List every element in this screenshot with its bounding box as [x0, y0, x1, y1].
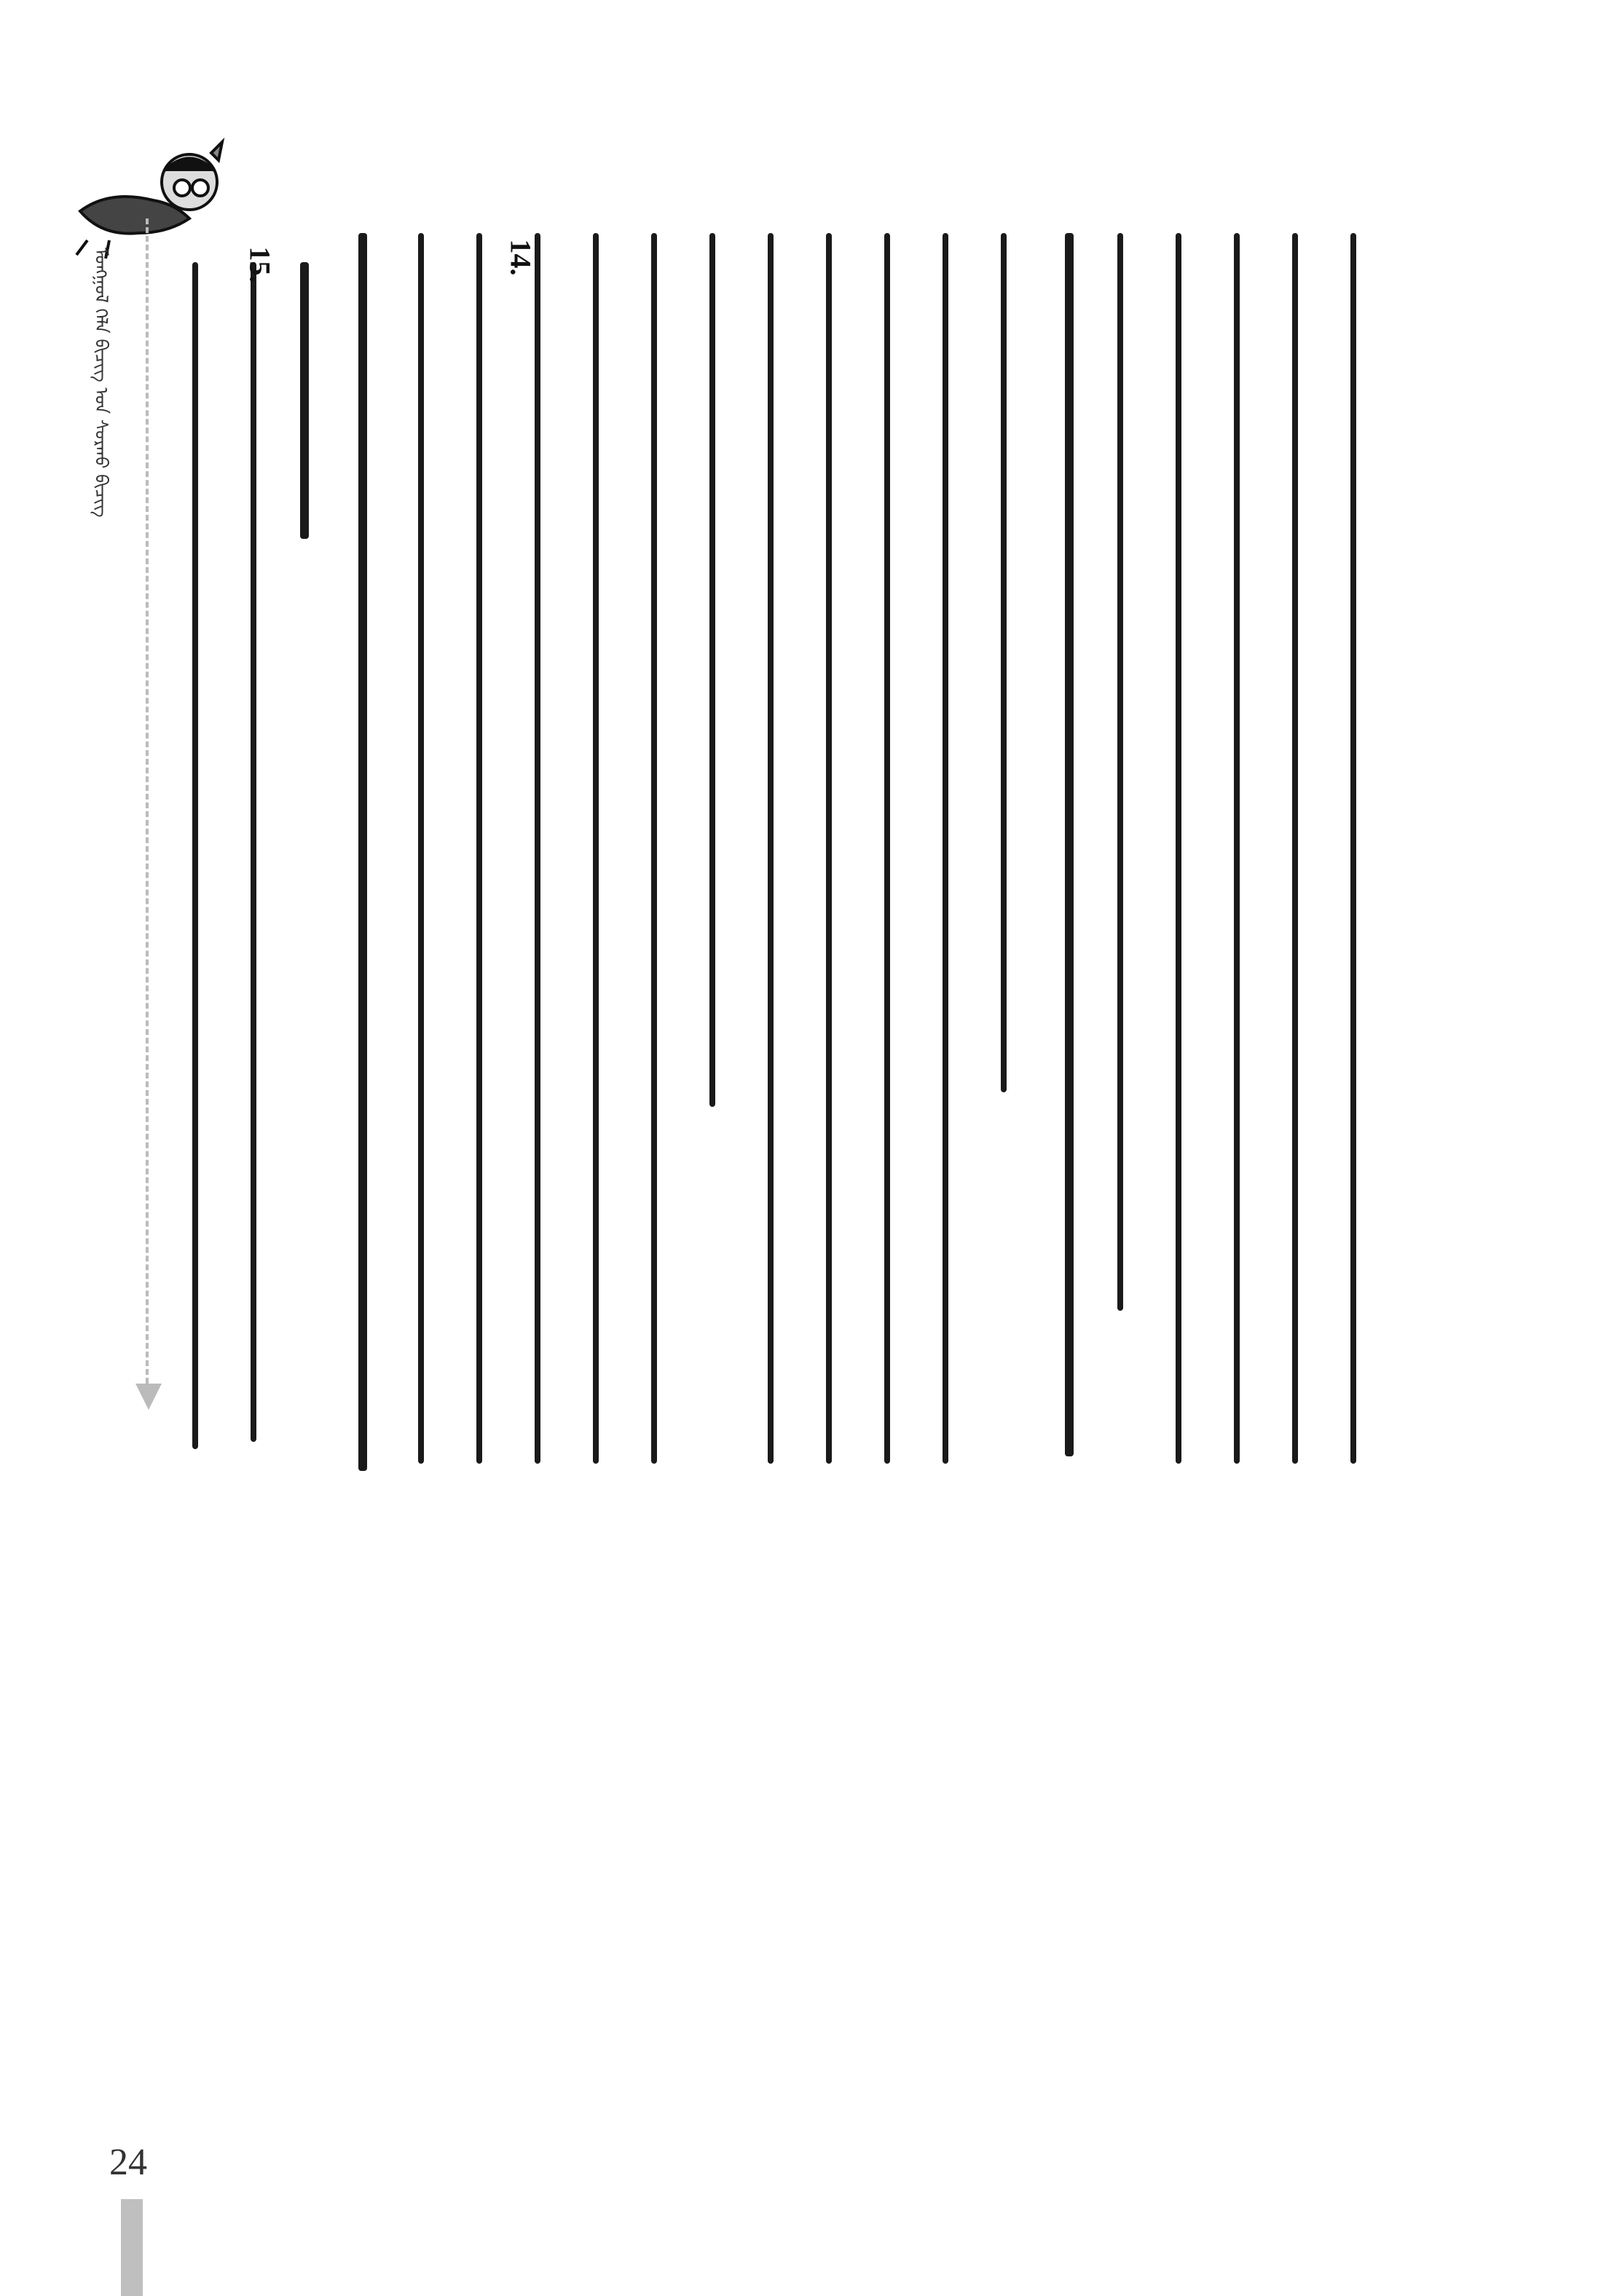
- page-edge-tab: [121, 2199, 143, 2296]
- page-header: ᠮᠣᠩᠭᠣᠯ ᠬᠡᠯᠡ ᠪᠢᠴᠢᠭ ᠤᠨ ᠰᠤᠷᠬᠤ ᠪᠢᠴᠢᠭ: [91, 248, 111, 518]
- text-line: [1176, 233, 1181, 1464]
- question-number-14: 14.: [504, 239, 538, 276]
- text-line: [251, 262, 256, 1442]
- text-line: [535, 233, 540, 1464]
- text-line: [1065, 233, 1074, 1456]
- text-line: [192, 262, 198, 1449]
- text-line: [651, 233, 657, 1464]
- text-line: [826, 233, 832, 1464]
- text-line: [1292, 233, 1298, 1464]
- text-line: [1234, 233, 1240, 1464]
- question-number-15: 15.: [243, 246, 277, 283]
- triangle-down-icon: [135, 1384, 162, 1410]
- text-line: [418, 233, 424, 1464]
- text-line: [476, 233, 482, 1464]
- text-line: [300, 262, 309, 539]
- text-line: [1001, 233, 1007, 1092]
- text-line: [884, 233, 890, 1464]
- page-number: 24: [109, 2142, 147, 2183]
- text-line: [709, 233, 715, 1107]
- header-divider: [146, 218, 149, 1384]
- text-line: [1117, 233, 1123, 1311]
- text-line: [358, 233, 367, 1471]
- text-line: [768, 233, 774, 1464]
- text-line: [593, 233, 599, 1464]
- text-line: [1350, 233, 1356, 1464]
- text-line: [943, 233, 948, 1464]
